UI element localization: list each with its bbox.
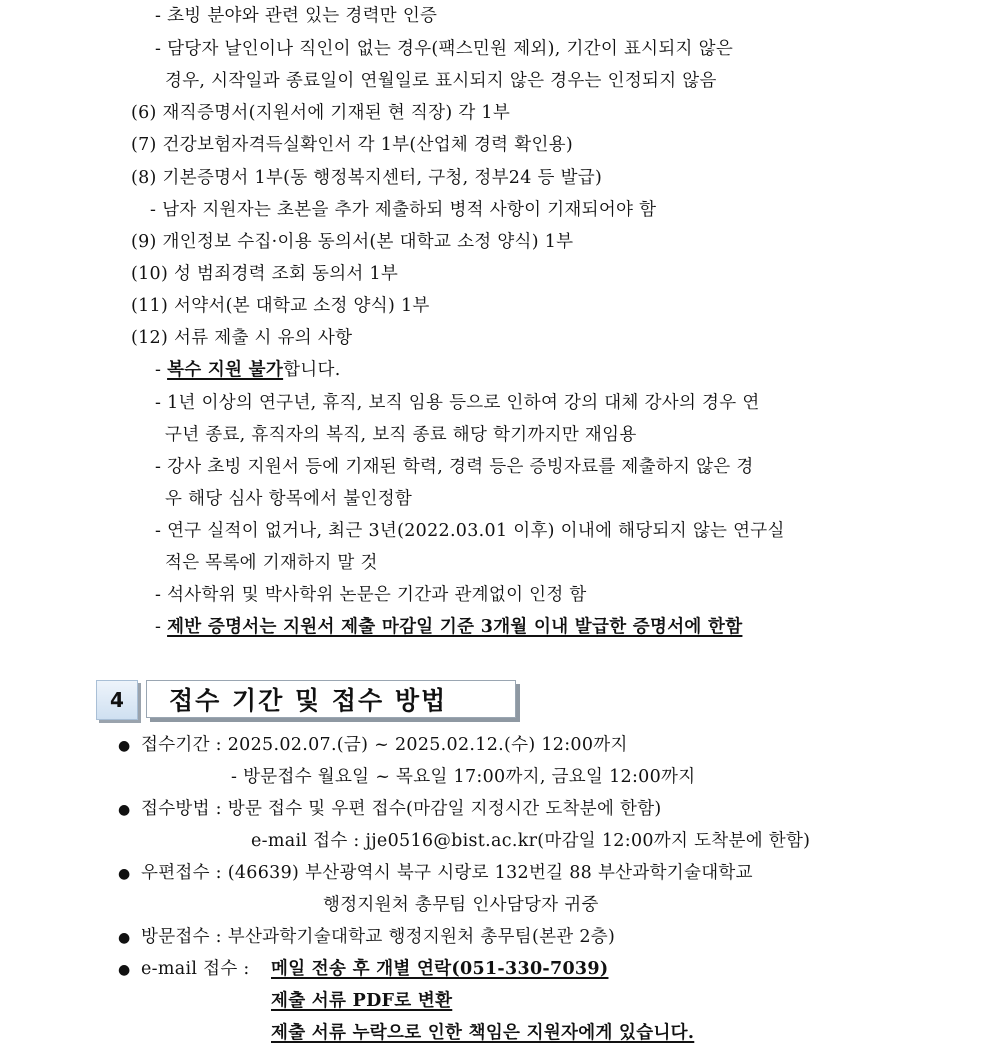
dash: - [155, 617, 168, 637]
reception-postal-address: 우편접수 : (46639) 부산광역시 북구 시랑로 132번길 88 부산과학기술대학교 [141, 863, 753, 883]
list-item-7: (7) 건강보험자격득실확인서 각 1부(산업체 경력 확인용) [131, 135, 573, 155]
list-line-suffix: 합니다. [283, 360, 341, 380]
bullet-icon: ● [118, 738, 131, 754]
emphasis-no-multiple-application: 복수 지원 불가 [167, 360, 284, 380]
list-item-11: (11) 서약서(본 대학교 소정 양식) 1부 [131, 296, 430, 316]
list-line-1: - 초빙 분야와 관련 있는 경력만 인증 [155, 6, 438, 26]
bullet-icon: ● [118, 866, 131, 882]
reception-period: 접수기간 : 2025.02.07.(금) ~ 2025.02.12.(수) 12:00까지 [141, 735, 628, 755]
section-number-badge: 4 [96, 680, 138, 720]
reception-visit: 방문접수 : 부산과학기술대학교 행정지원처 총무팀(본관 2층) [141, 927, 616, 947]
bullet-icon: ● [118, 802, 131, 818]
list-line-sabbatical-cont: 구년 종료, 휴직자의 복직, 보직 종료 해당 학기까지만 재임용 [165, 425, 637, 445]
section-title: 접수 기간 및 접수 방법 [146, 680, 516, 718]
reception-period-visit-hours: - 방문접수 월요일 ~ 목요일 17:00까지, 금요일 12:00까지 [231, 767, 696, 787]
list-line-2: - 담당자 날인이나 직인이 없는 경우(팩스민원 제외), 기간이 표시되지 않은 [155, 39, 734, 59]
list-line-3: 경우, 시작일과 종료일이 연월일로 표시되지 않은 경우는 인정되지 않음 [165, 71, 717, 91]
list-line-evidence: - 강사 초빙 지원서 등에 기재된 학력, 경력 등은 증빙자료를 제출하지 않은 경 [155, 457, 754, 477]
list-item-6: (6) 재직증명서(지원서에 기재된 현 직장) 각 1부 [131, 103, 511, 123]
reception-method-email: e-mail 접수 : jje0516@bist.ac.kr(마감일 12:00까지 도착분에 한함) [251, 831, 811, 851]
reception-method: 접수방법 : 방문 접수 및 우편 접수(마감일 지정시간 도착분에 한함) [141, 799, 662, 819]
list-item-8: (8) 기본증명서 1부(동 행정복지센터, 구청, 정부24 등 발급) [131, 168, 603, 188]
bullet-icon: ● [118, 930, 131, 946]
bullet-icon: ● [118, 962, 131, 978]
list-item-10: (10) 성 범죄경력 조회 동의서 1부 [131, 264, 399, 284]
list-line-research-cont: 적은 목록에 기재하지 말 것 [165, 553, 378, 573]
reception-email-note-responsibility: 제출 서류 누락으로 인한 책임은 지원자에게 있습니다. [271, 1023, 695, 1043]
emphasis-certificate-validity: 제반 증명서는 지원서 제출 마감일 기준 3개월 이내 발급한 증명서에 한함 [167, 617, 743, 637]
list-line-evidence-cont: 우 해당 심사 항목에서 불인정함 [165, 489, 413, 509]
list-line-no-multiple [155, 358, 341, 382]
list-item-9: (9) 개인정보 수집·이용 동의서(본 대학교 소정 양식) 1부 [131, 232, 574, 252]
list-line-sabbatical: - 1년 이상의 연구년, 휴직, 보직 임용 등으로 인하여 강의 대체 강사의 경우 연 [155, 393, 760, 413]
reception-email-note-pdf: 제출 서류 PDF로 변환 [271, 991, 453, 1011]
list-line-certificates [155, 615, 742, 639]
reception-email-note-contact: 메일 전송 후 개별 연락(051-330-7039) [271, 959, 609, 979]
list-item-12: (12) 서류 제출 시 유의 사항 [131, 328, 353, 348]
dash: - [155, 360, 168, 380]
list-line-thesis: - 석사학위 및 박사학위 논문은 기간과 관계없이 인정 함 [155, 585, 587, 605]
list-line-research: - 연구 실적이 없거나, 최근 3년(2022.03.01 이후) 이내에 해당되지 않는 연구실 [155, 521, 785, 541]
reception-postal-recipient: 행정지원처 총무팀 인사담당자 귀중 [323, 895, 599, 915]
reception-email-label: e-mail 접수 : [141, 959, 250, 979]
list-line-male-applicant: - 남자 지원자는 초본을 추가 제출하되 병적 사항이 기재되어야 함 [150, 200, 657, 220]
